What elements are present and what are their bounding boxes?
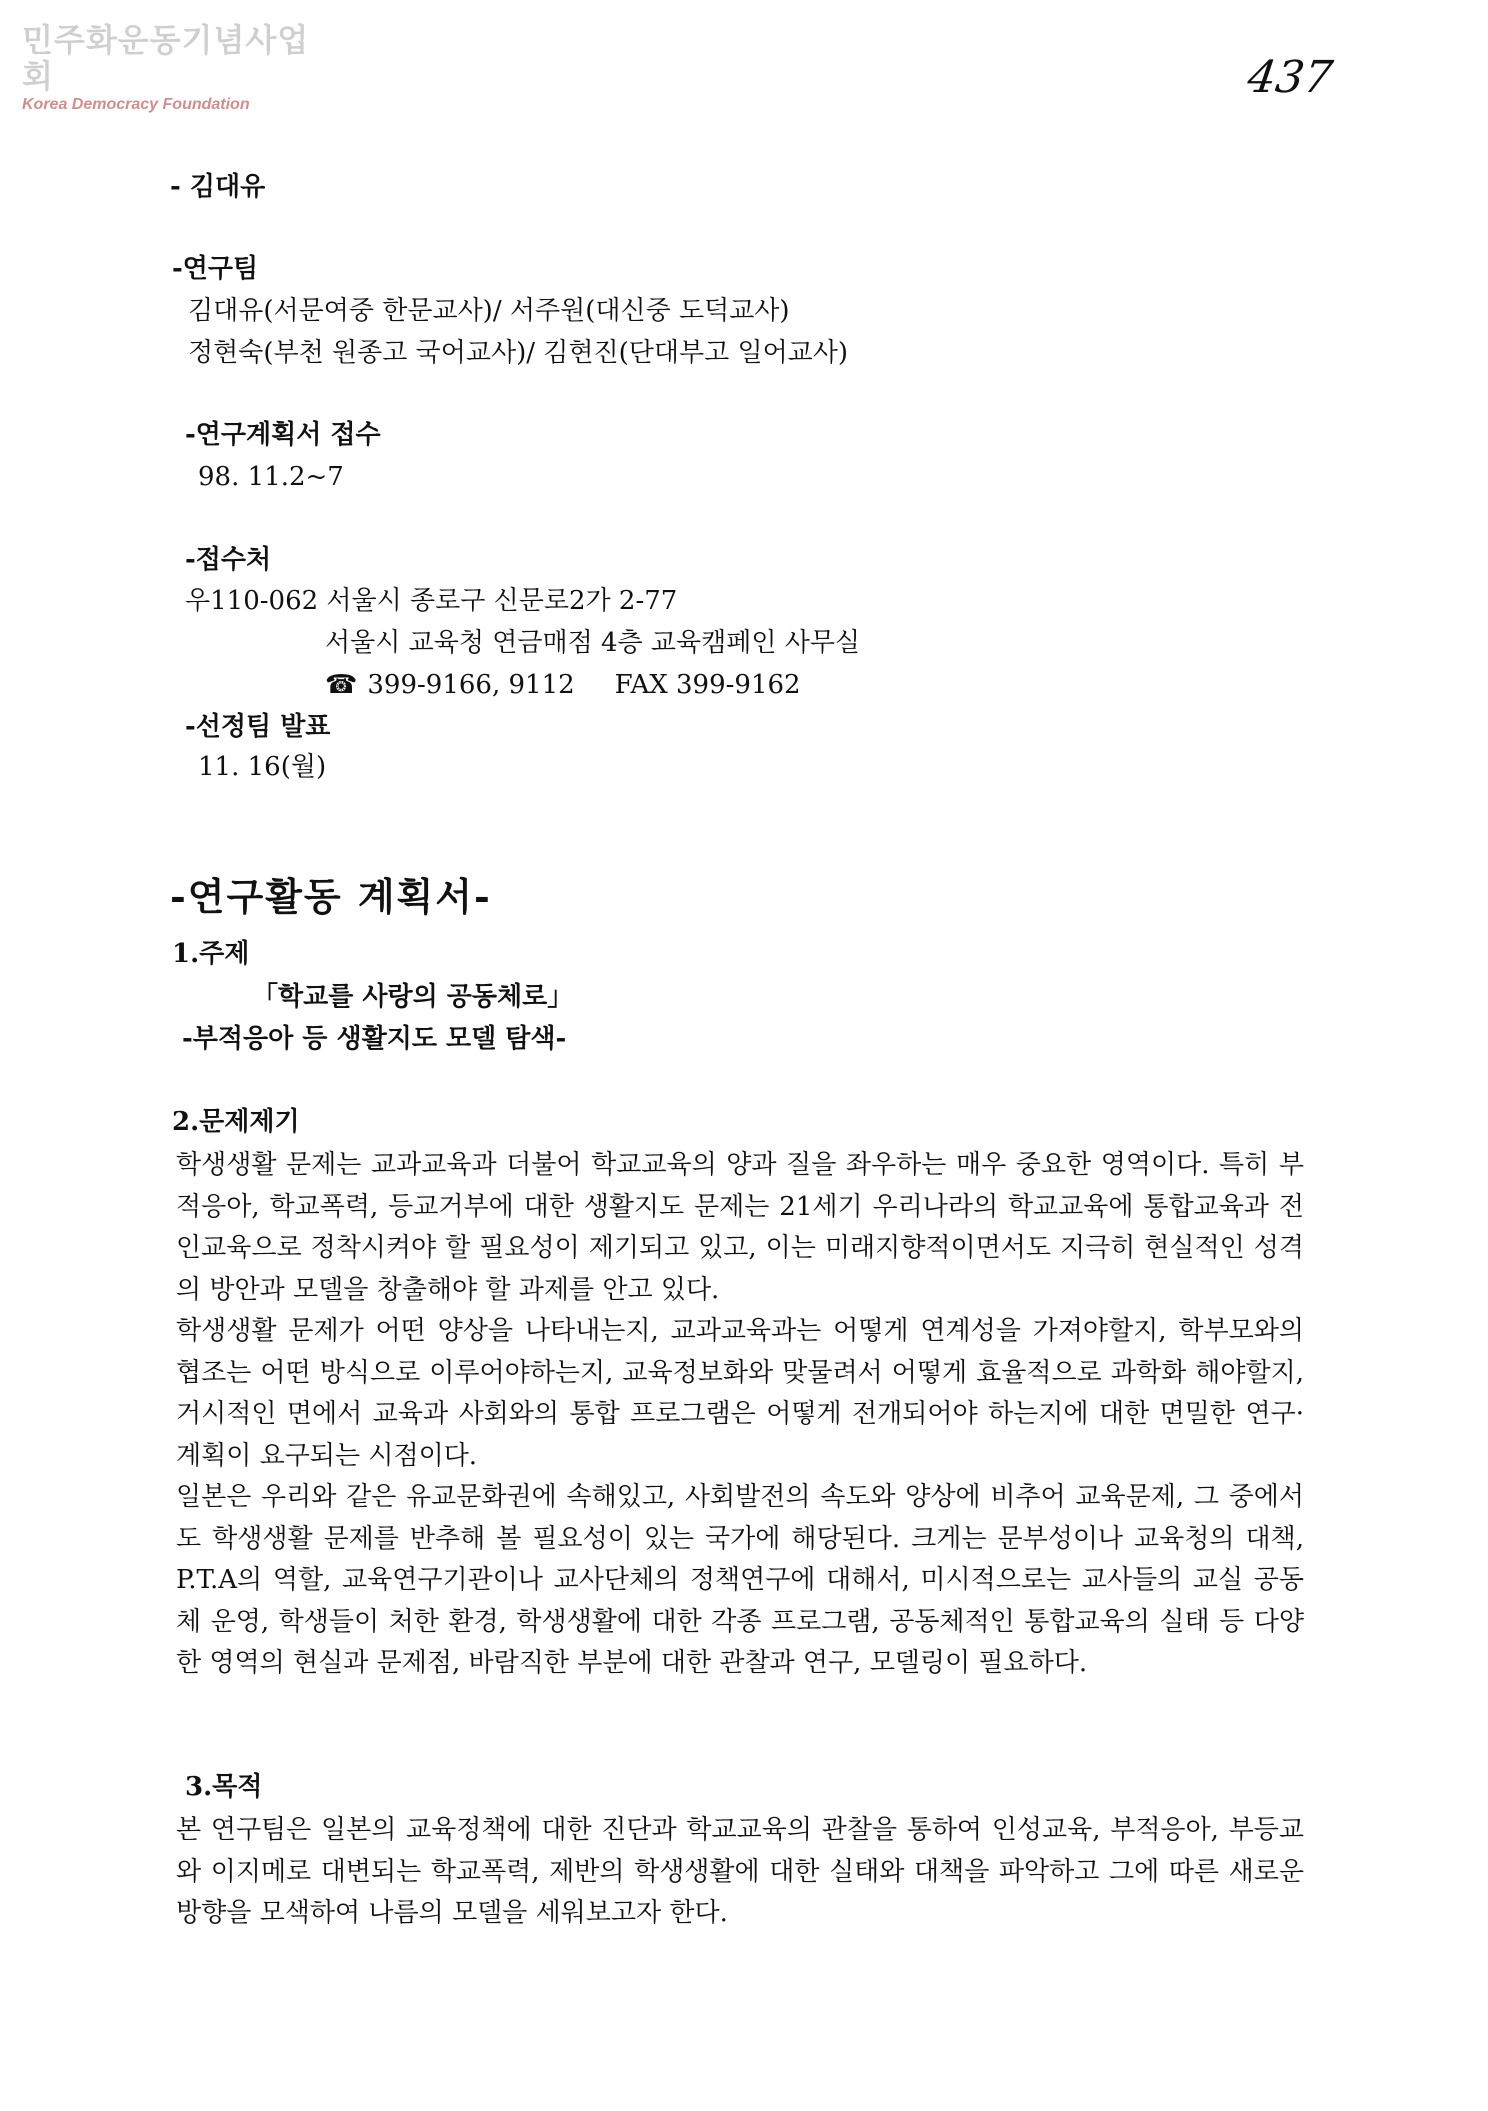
watermark-english: Korea Democracy Foundation	[22, 96, 250, 113]
team-members-line-1: 김대유(서문여중 한문교사)/ 서주원(대신중 도덕교사)	[188, 296, 790, 326]
reception-heading: -접수처	[185, 545, 272, 575]
section-2-heading: 2.문제제기	[172, 1107, 300, 1137]
selection-date: 11. 16(월)	[198, 752, 327, 782]
plan-receipt-heading: -연구계획서 접수	[185, 420, 381, 450]
reception-contact	[325, 668, 801, 702]
reception-address-1: 우110-062 서울시 종로구 신문로2가 2-77	[185, 586, 678, 616]
section-1-subtitle: -부적응아 등 생활지도 모델 탐색-	[182, 1024, 567, 1054]
reception-tel: 399-9166, 9112	[367, 670, 575, 700]
reception-fax: FAX 399-9162	[614, 670, 801, 700]
section-1-heading: 1.주제	[172, 939, 250, 969]
selection-heading: -선정팀 발표	[185, 712, 331, 742]
team-heading: -연구팀	[172, 254, 259, 284]
reception-address-2: 서울시 교육청 연금매점 4층 교육캠페인 사무실	[325, 628, 861, 658]
plan-title: -연구활동 계획서-	[170, 874, 492, 919]
team-members-line-2: 정현숙(부천 원종고 국어교사)/ 김현진(단대부고 일어교사)	[188, 338, 849, 368]
section-1-title: 「학교를 사랑의 공동체로」	[252, 982, 574, 1012]
foundation-watermark	[22, 22, 322, 114]
section-2-paragraph-1: 학생생활 문제는 교과교육과 더불어 학교교육의 양과 질을 좌우하는 매우 중요한 영역이다. 특히 부적응아, 학교폭력, 등교거부에 대한 생활지도 문제는 21세기 우리나라의 학교교육에 통합교육과 전인교육으로 정착시켜야 할 필요성이 제기되고 있고, 이는 미래지향적이면서도 지극히 현실적인 성격의 방안과 모델을 창출해야 할 과제를 안고 있다.	[176, 1150, 1304, 1305]
section-2-paragraph-3: 일본은 우리와 같은 유교문화권에 속해있고, 사회발전의 속도와 양상에 비추어 교육문제, 그 중에서도 학생생활 문제를 반추해 볼 필요성이 있는 국가에 해당된다. 크게는 문부성이나 교육청의 대책, P.T.A의 역할, 교육연구기관이나 교사단체의 정책연구에 대해서, 미시적으로는 교사들의 교실 공동체 운영, 학생들이 처한 환경, 학생생활에 대한 각종 프로그램, 공동체적인 통합교육의 실태 등 다양한 영역의 현실과 문제점, 바람직한 부분에 대한 관찰과 연구, 모델링이 필요하다.	[176, 1482, 1304, 1679]
plan-receipt-date: 98. 11.2~7	[198, 462, 344, 492]
watermark-korean: 민주화운동기념사업회	[22, 21, 310, 95]
section-2-paragraph-2: 학생생활 문제가 어떤 양상을 나타내는지, 교과교육과는 어떻게 연계성을 가져야할지, 학부모와의 협조는 어떤 방식으로 이루어야하는지, 교육정보화와 맞물려서 어떻게 효율적으로 과학화 해야할지, 거시적인 면에서 교육과 사회와의 통합 프로그램은 어떻게 전개되어야 하는지에 대한 면밀한 연구·계획이 요구되는 시점이다.	[176, 1316, 1304, 1471]
handwritten-page-number: 437	[1244, 52, 1336, 103]
section-3-heading: 3.목적	[185, 1772, 263, 1802]
section-3-paragraph-1: 본 연구팀은 일본의 교육정책에 대한 진단과 학교교육의 관찰을 통하여 인성교육, 부적응아, 부등교와 이지메로 대변되는 학교폭력, 제반의 학생생활에 대한 실태와 대책을 파악하고 그에 따른 새로운 방향을 모색하여 나름의 모델을 세워보고자 한다.	[176, 1815, 1304, 1929]
author-line: - 김대유	[170, 172, 266, 202]
telephone-icon: ☎	[325, 670, 358, 700]
